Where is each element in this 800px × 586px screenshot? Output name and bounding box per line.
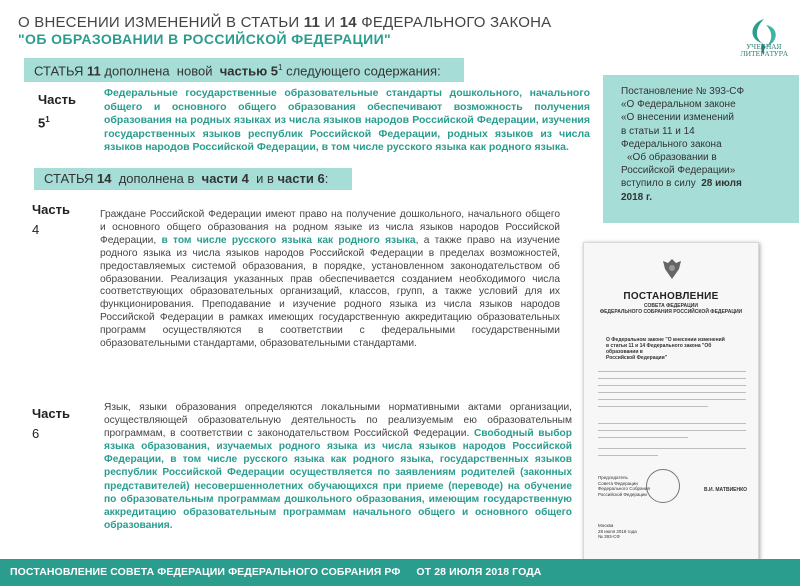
banner-part: части 4 [201,171,249,186]
document-text-line [598,385,746,386]
info-line: «Об образовании в [627,152,717,164]
part-5-1-label [38,90,76,133]
banner-part: части 6 [277,171,325,186]
title-text: О ВНЕСЕНИИ ИЗМЕНЕНИЙ В СТАТЬИ [18,14,304,31]
info-line [621,177,791,190]
resolution-document-image [583,242,759,560]
signer-line: Совета Федерации [598,480,638,486]
banner-part: частью 5 [219,63,279,79]
banner-part-sup: 1 [278,63,283,72]
document-text-line [598,392,746,393]
footer-date: ОТ 28 ИЮЛЯ 2018 ГОДА [416,566,542,578]
page-subtitle: "ОБ ОБРАЗОВАНИИ В РОССИЙСКОЙ ФЕДЕРАЦИИ" [18,31,392,47]
signer-line: Председатель [598,475,628,480]
part-4-text [100,209,560,351]
part-label-word: Часть [32,406,70,421]
part-label-number: 5 [38,115,46,131]
title-article-number: 11 [303,14,321,31]
part-label-word: Часть [32,202,70,217]
page-title [18,14,551,31]
document-text-line [598,430,746,431]
document-subject-line: О Федеральном законе "О внесении изменений [606,337,725,343]
info-line: «О Федеральном законе [621,99,736,111]
banner-article-number: 14 [97,171,112,186]
document-signer-role [598,475,650,497]
document-subject [606,337,738,361]
info-text: вступило в силу [621,178,702,190]
resolution-info-box [603,75,799,223]
logo-line: ЛИТЕРАТУРА [740,50,788,58]
info-date: 2018 г. [621,191,652,203]
part-4-label [32,200,70,240]
banner-text: СТАТЬЯ [34,63,88,79]
part-text-highlight: Свободный выбор языка образования, изучаемых родного языка из числа языков народов Российской Федерации, в том числе русского языка как родного языка, государственных языков республик Российской Федерации осуществляется по заявлениям родителей (законных представителей) несовершеннолетних обучающихся при приеме (переводе) на обучение по образовательным программам дошкольного образования, имеющим государственную аккредитацию образовательным программам начального общего и основного общего образования. [104,428,572,531]
document-subheading-line: ФЕДЕРАЛЬНОГО СОБРАНИЯ РОССИЙСКОЙ ФЕДЕРАЦИИ [599,309,743,315]
document-text-line [598,378,746,379]
part-label-word: Часть [38,92,76,107]
document-text-line [598,448,746,449]
info-line: Федерального закона [621,138,722,150]
article-11-banner [24,58,464,82]
info-line: «О внесении изменений [621,112,734,124]
banner-text: : [324,171,329,186]
document-subheading-line: СОВЕТА ФЕДЕРАЦИИ [644,303,698,309]
banner-text: дополнена в [111,171,202,186]
info-line: в статьи 11 и 14 [621,125,695,137]
article-14-banner [34,168,352,190]
coat-of-arms-icon [661,257,683,281]
part-text: , а также право на изучение родного языка из числа языков народов Российской Федерации в пределах возможностей, предоставляемых системой образования, в порядке, установленном законодательством об образовании. Реализация указанных прав обеспечивается созданием необходимого числа соответствующих образовательных организаций, классов, групп, а также условий для их функционирования. Преподавание и изучение родного языка из числа языков народов Российской Федерации в рамках имеющих государственную аккредитацию образовательных программ осуществляются в соответствии с федеральными государственными образовательными стандартами, образовательными стандартами. [100,234,560,350]
banner-text: дополнена новой [100,63,220,79]
logo-line: УЧЕБНАЯ [746,43,782,51]
signer-line: Федерального Собрания [598,486,650,491]
part-label-sup: 1 [45,115,50,124]
banner-text: СТАТЬЯ [44,171,98,186]
document-stamp [646,469,680,503]
document-subheading [584,303,758,315]
info-line: Постановление № 393-СФ [621,86,745,97]
document-date [598,523,637,540]
document-text-line [598,455,658,456]
part-6-label [32,404,70,444]
document-text-line [598,423,746,424]
part-label-number: 4 [32,222,40,237]
info-date: 28 июля [701,178,742,190]
part-text: Граждане Российской Федерации имеют право на получение дошкольного, начального общего и основного общего образования на родном языке из числа языков народов Российской Федерации, [100,209,560,246]
part-6-text [104,401,572,532]
document-text-line [598,437,688,438]
title-text: И [320,14,340,31]
document-text-line [598,399,746,400]
document-signer-name: В.И. МАТВИЕНКО [704,487,748,493]
document-number: № 393-СФ [598,534,620,539]
part-text: Язык, языки образования определяются локальными нормативными актами организации, осуществляющей образовательную деятельность по реализуемым ею образовательным программам, в соответствии с законодательством Российской Федерации. [104,402,572,440]
document-date-line: 28 июля 2018 года [598,528,637,534]
title-article-number: 14 [339,14,357,31]
document-text-line [598,371,746,372]
document-place: Москва [598,523,614,528]
logo-text [734,44,794,58]
footer-text: ПОСТАНОВЛЕНИЕ СОВЕТА ФЕДЕРАЦИИ ФЕДЕРАЛЬНОГО СОБРАНИЯ РФ [10,566,401,578]
document-heading: ПОСТАНОВЛЕНИЕ [623,291,719,302]
document-subject-line: Российской Федерации" [606,355,668,361]
title-text: ФЕДЕРАЛЬНОГО ЗАКОНА [356,14,552,31]
banner-text: и в [248,171,278,186]
document-text-line [598,406,708,407]
document-subject-line: в статьи 11 и 14 Федерального закона "Об образовании в [606,343,712,355]
part-text-highlight: в том числе русского языка как родного языка [161,234,416,246]
part-5-1-text: Федеральные государственные образовательные стандарты дошкольного, начального общего и основного общего образования обеспечивают возможность получения образования на родных языках из числа языков народов Российской Федерации, изучения государственных языков республик Российской Федерации, родных языков из числа языков народов Российской Федерации, в том числе русского языка как родного языка. [104,87,590,153]
banner-article-number: 11 [87,63,101,79]
signer-line: Российской Федерации [598,491,647,497]
part-label-number: 6 [32,426,40,441]
footer-bar [0,559,800,586]
banner-text: следующего содержания: [282,63,441,79]
info-line: Российской Федерации» [621,165,736,177]
